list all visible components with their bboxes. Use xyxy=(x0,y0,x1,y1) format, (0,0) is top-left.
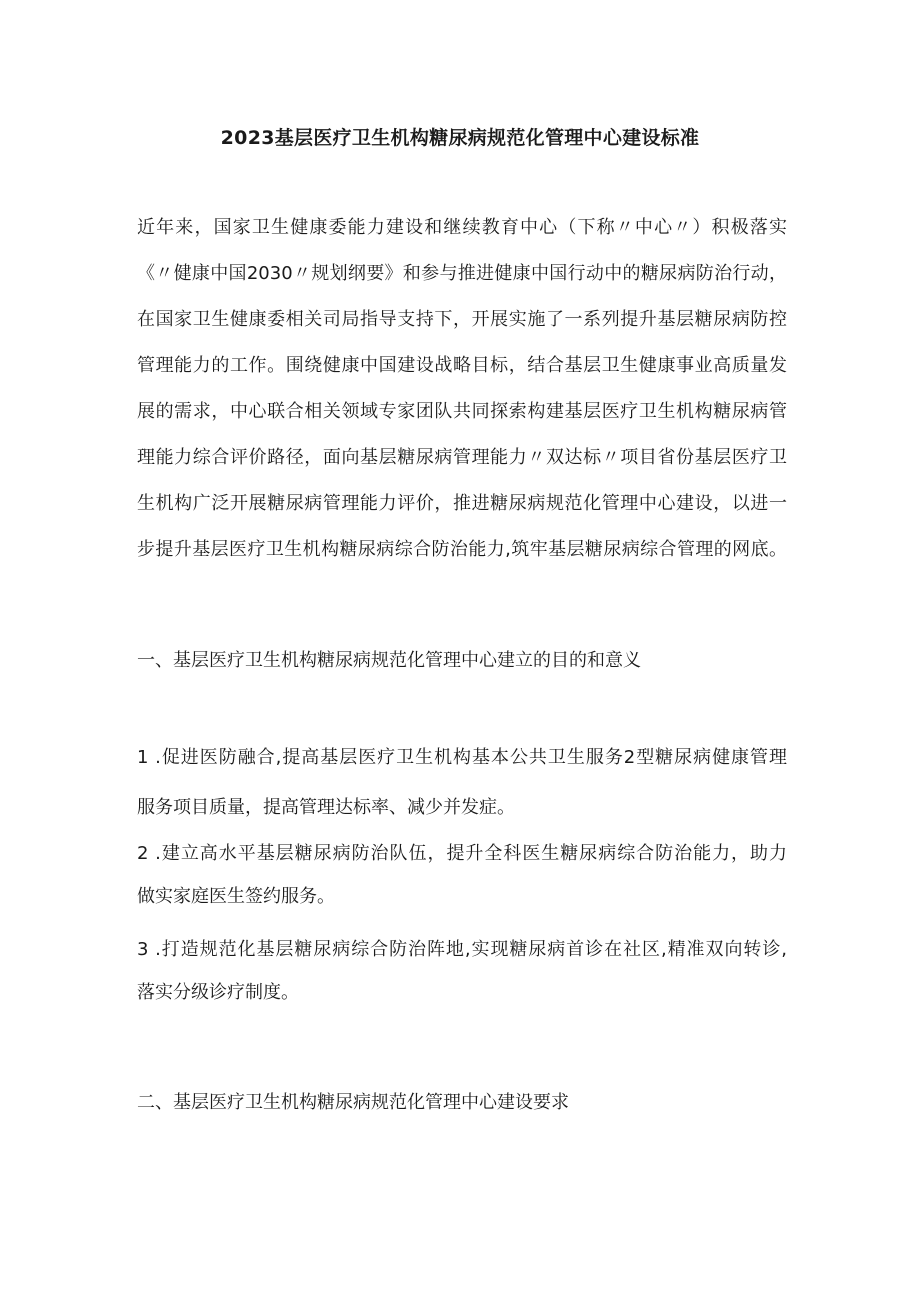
document-title: 2023基层医疗卫生机构糖尿病规范化管理中心建设标准 xyxy=(220,127,700,149)
intro-line: 展的需求，中心联合相关领域专家团队共同探索构建基层医疗卫生机构糖尿病管 xyxy=(137,401,787,422)
list-item xyxy=(137,935,787,1008)
section-heading-requirements: 二、基层医疗卫生机构糖尿病规范化管理中心建设要求 xyxy=(137,1092,569,1113)
intro-line: 在国家卫生健康委相关司局指导支持下，开展实施了一系列提升基层糖尿病防控 xyxy=(137,309,787,330)
section-heading-purpose: 一、基层医疗卫生机构糖尿病规范化管理中心建立的目的和意义 xyxy=(137,650,641,671)
list-item-line: 2 .建立高水平基层糖尿病防治队伍，提升全科医生糖尿病综合防治能力，助力 xyxy=(137,843,787,864)
intro-line: 管理能力的工作。围绕健康中国建设战略目标，结合基层卫生健康事业高质量发 xyxy=(137,355,787,376)
intro-line: 步提升基层医疗卫生机构糖尿病综合防治能力,筑牢基层糖尿病综合管理的网底。 xyxy=(137,539,787,560)
list-item-line: 落实分级诊疗制度。 xyxy=(137,982,299,1003)
intro-line: 理能力综合评价路径，面向基层糖尿病管理能力〃双达标〃项目省份基层医疗卫 xyxy=(137,447,787,468)
list-item-line: 3 .打造规范化基层糖尿病综合防治阵地,实现糖尿病首诊在社区,精准双向转诊, xyxy=(137,939,787,960)
list-item-line: 服务项目质量，提高管理达标率、减少并发症。 xyxy=(137,797,515,818)
list-item xyxy=(137,743,787,823)
list-item-line: 做实家庭医生签约服务。 xyxy=(137,886,335,907)
intro-line: 近年来，国家卫生健康委能力建设和继续教育中心（下称〃中心〃）积极落实 xyxy=(137,217,787,238)
list-item-line: 1 .促进医防融合,提高基层医疗卫生机构基本公共卫生服务2型糖尿病健康管理 xyxy=(137,747,787,768)
intro-line: 生机构广泛开展糖尿病管理能力评价，推进糖尿病规范化管理中心建设，以进一 xyxy=(137,493,787,514)
intro-paragraph xyxy=(137,211,787,579)
intro-line: 《〃健康中国2030〃规划纲要》和参与推进健康中国行动中的糖尿病防治行动， xyxy=(137,263,787,284)
list-item xyxy=(137,839,787,912)
